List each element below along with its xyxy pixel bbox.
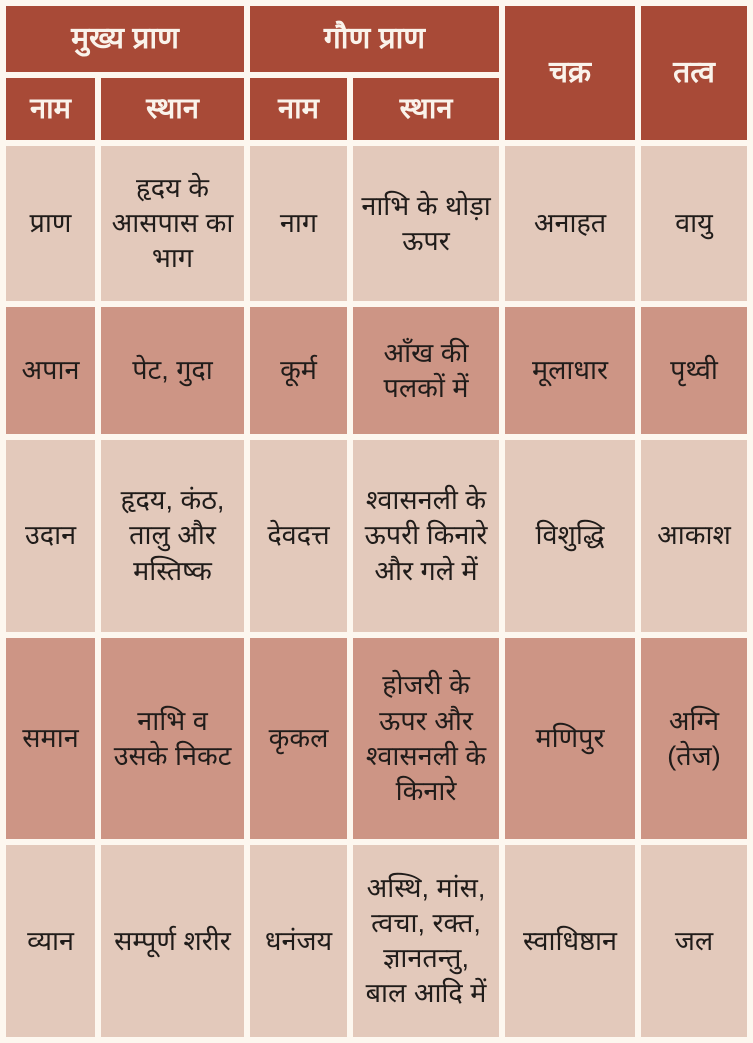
cell-gaun-sthan: आँख की पलकों में xyxy=(353,307,499,434)
cell-chakra: मूलाधार xyxy=(505,307,635,434)
cell-gaun-naam: नाग xyxy=(250,146,347,301)
cell-tattva: अग्नि (तेज) xyxy=(641,638,747,840)
cell-gaun-sthan: अस्थि, मांस, त्वचा, रक्त, ज्ञानतन्तु, बाल आदि में xyxy=(353,845,499,1037)
column-group-mukhya-pran: मुख्य प्राण xyxy=(6,6,244,72)
cell-gaun-sthan: होजरी के ऊपर और श्वासनली के किनारे xyxy=(353,638,499,840)
sub-header-gaun-naam: नाम xyxy=(250,78,347,140)
cell-mukhya-naam: प्राण xyxy=(6,146,95,301)
cell-chakra: अनाहत xyxy=(505,146,635,301)
sub-header-mukhya-naam: नाम xyxy=(6,78,95,140)
table-row-udan xyxy=(6,440,747,632)
header-sub-row xyxy=(6,78,747,140)
cell-chakra: स्वाधिष्ठान xyxy=(505,845,635,1037)
sub-header-gaun-sthan: स्थान xyxy=(353,78,499,140)
cell-mukhya-sthan: हृदय, कंठ, तालु और मस्तिष्क xyxy=(101,440,244,632)
cell-tattva: जल xyxy=(641,845,747,1037)
cell-chakra: मणिपुर xyxy=(505,638,635,840)
cell-gaun-naam: धनंजय xyxy=(250,845,347,1037)
cell-gaun-sthan: नाभि के थोड़ा ऊपर xyxy=(353,146,499,301)
header-group-row xyxy=(6,6,747,72)
table-row-pran xyxy=(6,146,747,301)
cell-tattva: पृथ्वी xyxy=(641,307,747,434)
column-header-tattva: तत्व xyxy=(641,6,747,140)
cell-chakra: विशुद्धि xyxy=(505,440,635,632)
table-row-saman xyxy=(6,638,747,840)
cell-gaun-naam: कृकल xyxy=(250,638,347,840)
cell-mukhya-sthan: हृदय के आसपास का भाग xyxy=(101,146,244,301)
cell-mukhya-naam: अपान xyxy=(6,307,95,434)
cell-tattva: आकाश xyxy=(641,440,747,632)
cell-mukhya-naam: समान xyxy=(6,638,95,840)
cell-gaun-naam: कूर्म xyxy=(250,307,347,434)
cell-gaun-naam: देवदत्त xyxy=(250,440,347,632)
cell-tattva: वायु xyxy=(641,146,747,301)
sub-header-mukhya-sthan: स्थान xyxy=(101,78,244,140)
cell-mukhya-sthan: नाभि व उसके निकट xyxy=(101,638,244,840)
cell-mukhya-naam: उदान xyxy=(6,440,95,632)
column-group-gaun-pran: गौण प्राण xyxy=(250,6,499,72)
cell-gaun-sthan: श्वासनली के ऊपरी किनारे और गले में xyxy=(353,440,499,632)
table-row-apan xyxy=(6,307,747,434)
table-row-vyan xyxy=(6,845,747,1037)
column-header-chakra: चक्र xyxy=(505,6,635,140)
cell-mukhya-naam: व्यान xyxy=(6,845,95,1037)
cell-mukhya-sthan: पेट, गुदा xyxy=(101,307,244,434)
cell-mukhya-sthan: सम्पूर्ण शरीर xyxy=(101,845,244,1037)
